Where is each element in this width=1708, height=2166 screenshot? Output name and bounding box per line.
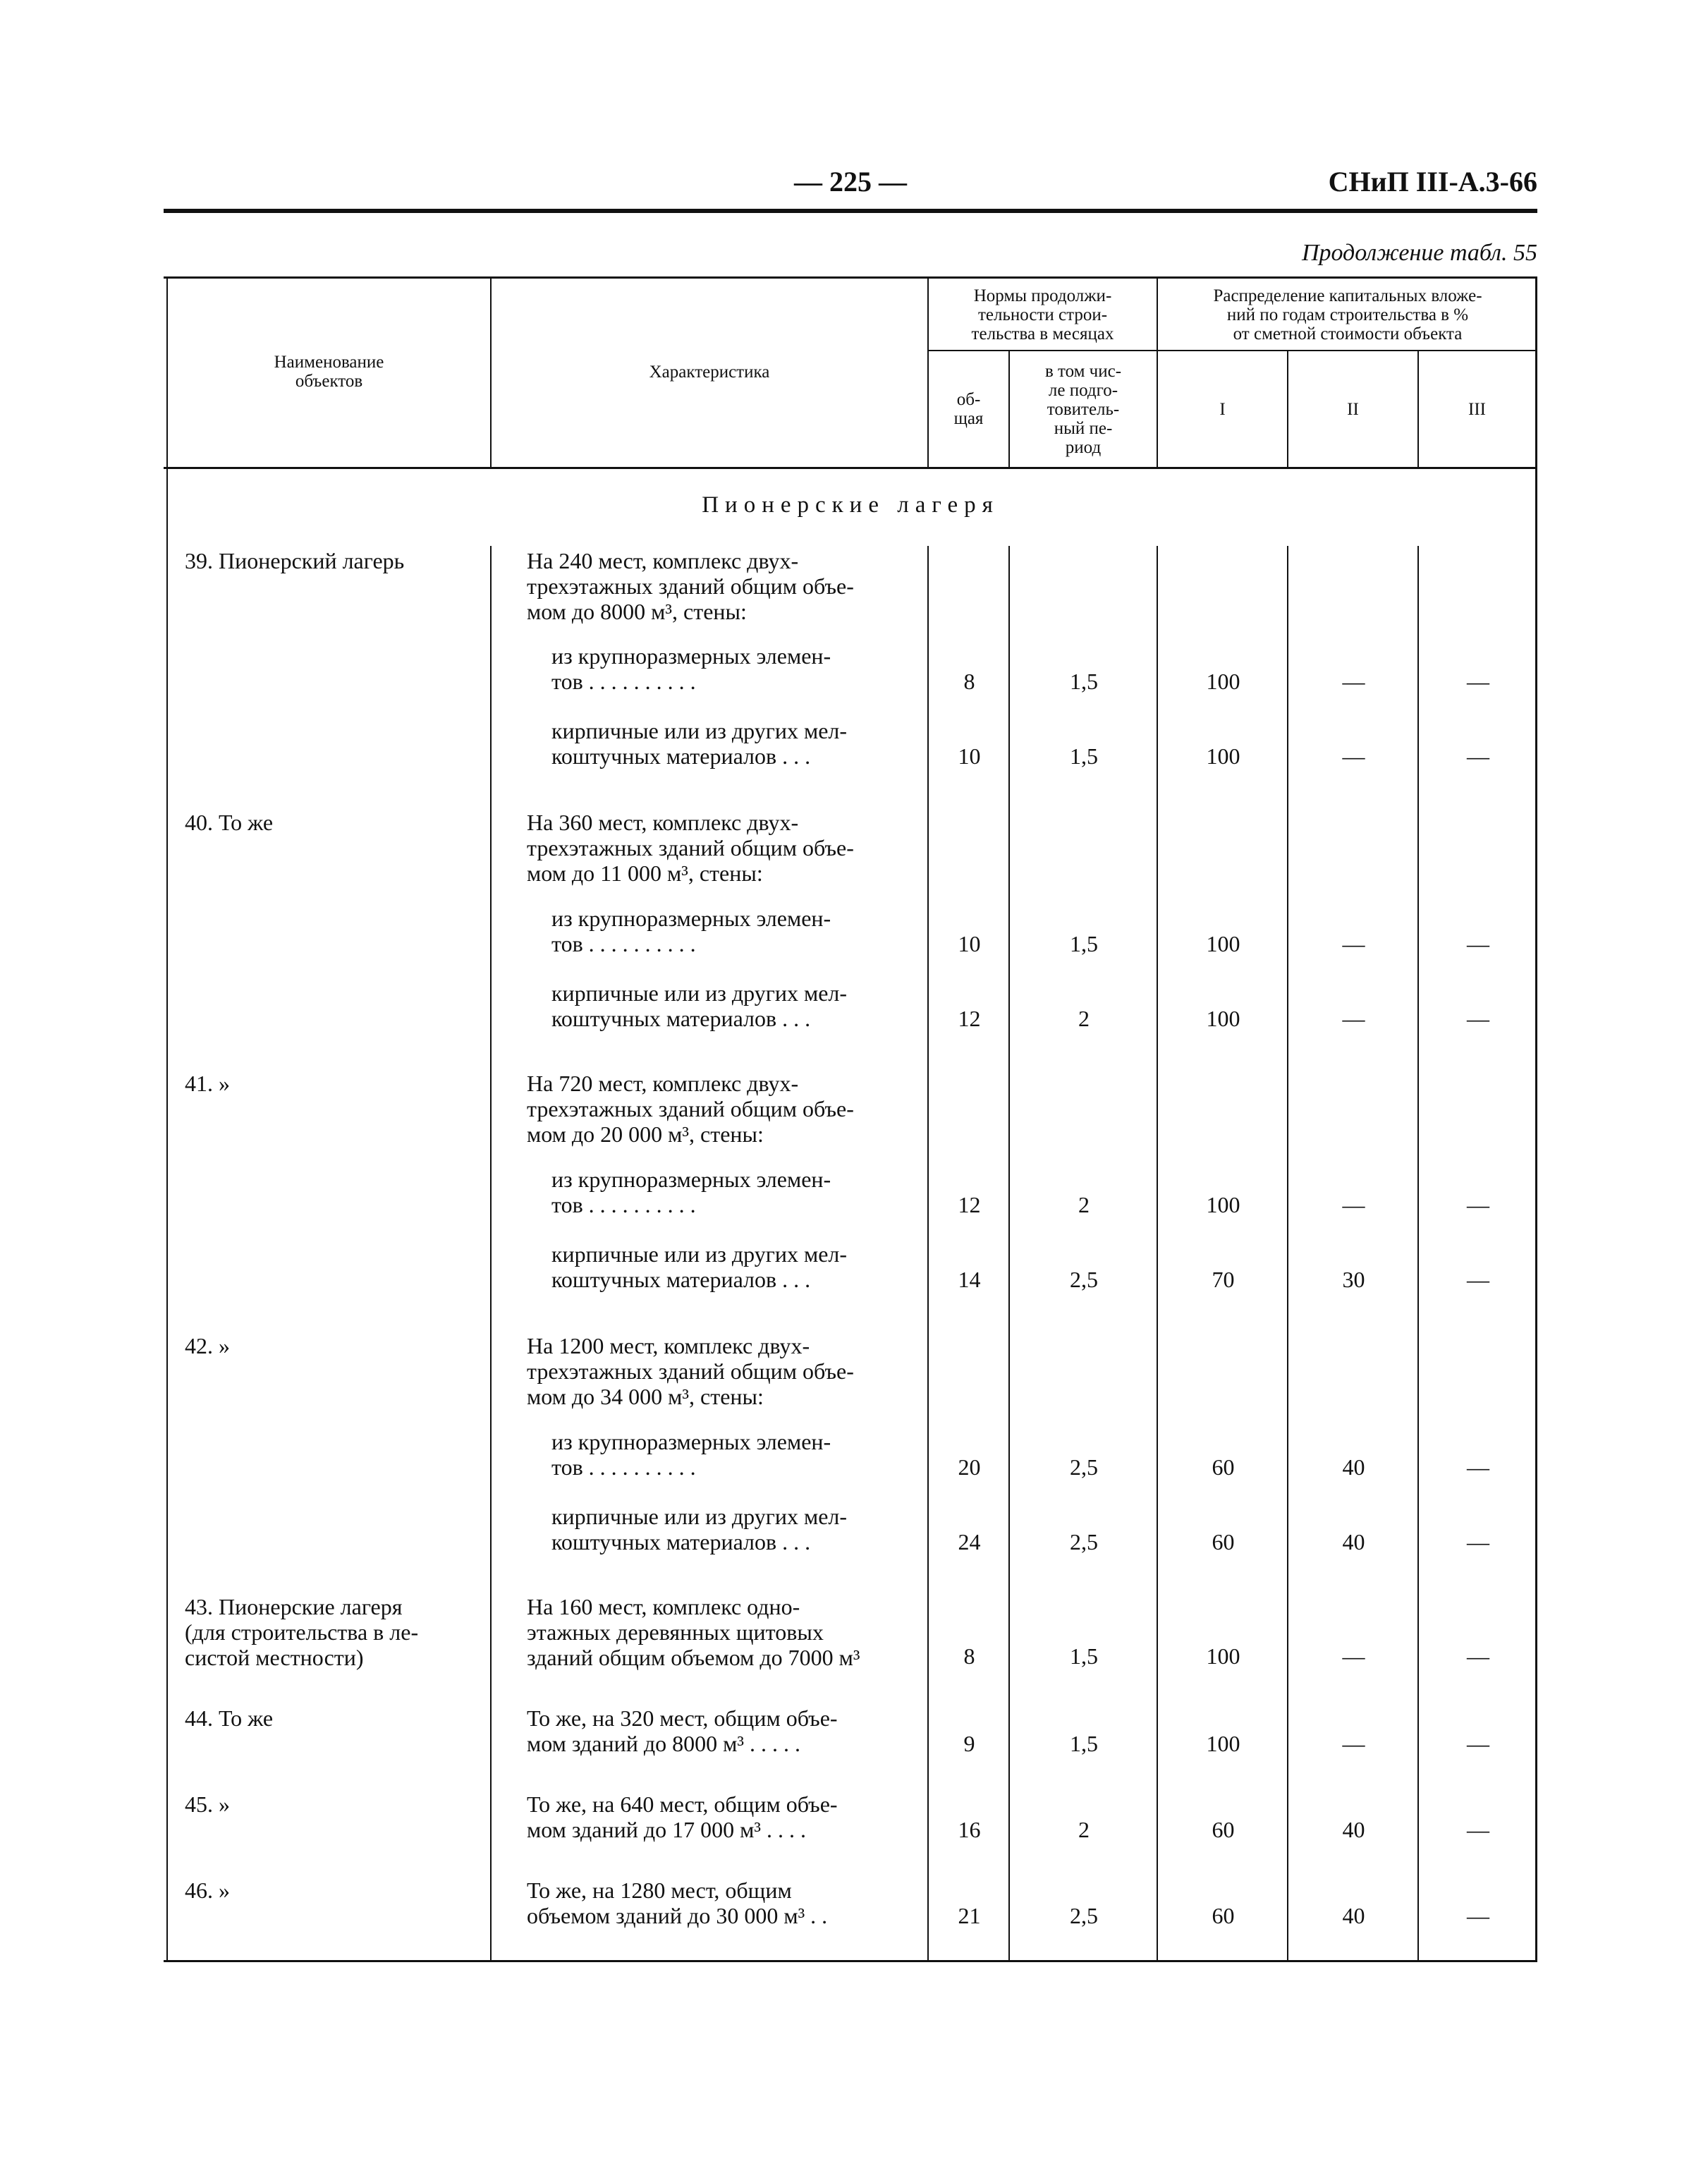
row-description: То же, на 320 мест, общим объе- мом зданий до 8000 м³ . . . . . xyxy=(527,1705,838,1756)
year-2-share: 40 xyxy=(1342,1529,1365,1554)
row-name: 45. » xyxy=(185,1791,230,1817)
year-3-share: — xyxy=(1467,1529,1489,1554)
year-3-share: — xyxy=(1467,669,1489,694)
header-year-2: II xyxy=(1347,399,1359,419)
header-rule xyxy=(164,209,1537,213)
duration-prep: 2 xyxy=(1078,1817,1090,1842)
duration-prep: 1,5 xyxy=(1070,1731,1098,1756)
year-3-share: — xyxy=(1467,743,1489,769)
duration-prep: 1,5 xyxy=(1070,1643,1098,1669)
row-name: 46. » xyxy=(185,1878,230,1903)
year-1-share: 60 xyxy=(1212,1454,1235,1480)
row-subitem: из крупноразмерных элемен- тов . . . . . . . . . . xyxy=(551,906,831,956)
year-1-share: 100 xyxy=(1206,669,1240,694)
construction-norms-table xyxy=(164,276,1537,1962)
row-subitem: кирпичные или из других мел- коштучных материалов . . . xyxy=(551,718,848,769)
header-distribution-group: Распределение капитальных вложе- ний по годам строительства в % от сметной стоимости объекта xyxy=(1213,286,1482,343)
year-1-share: 60 xyxy=(1212,1817,1235,1842)
header-total: об- щая xyxy=(953,390,984,428)
row-subitem: кирпичные или из других мел- коштучных материалов . . . xyxy=(551,1241,848,1292)
body-col-divider xyxy=(490,546,492,1960)
page-number: — 225 — xyxy=(794,166,907,197)
duration-prep: 2,5 xyxy=(1070,1454,1098,1480)
duration-total: 12 xyxy=(958,1192,981,1217)
year-3-share: — xyxy=(1467,1731,1489,1756)
year-2-share: 30 xyxy=(1342,1267,1365,1292)
duration-total: 16 xyxy=(958,1817,981,1842)
row-subitem: кирпичные или из других мел- коштучных материалов . . . xyxy=(551,980,848,1031)
year-1-share: 100 xyxy=(1206,1731,1240,1756)
row-name: 41. » xyxy=(185,1071,230,1096)
row-description: То же, на 1280 мест, общим объемом зданий до 30 000 м³ . . xyxy=(527,1878,828,1928)
row-description: На 160 мест, комплекс одно- этажных деревянных щитовых зданий общим объемом до 7000 м³ xyxy=(527,1594,860,1670)
row-description: На 720 мест, комплекс двух- трехэтажных зданий общим объе- мом до 20 000 м³, стены: xyxy=(527,1071,854,1147)
duration-prep: 2,5 xyxy=(1070,1529,1098,1554)
document-code: СНиП III-А.3-66 xyxy=(1328,166,1537,197)
section-title: Пионерские лагеря xyxy=(702,492,999,518)
year-1-share: 100 xyxy=(1206,1192,1240,1217)
duration-prep: 1,5 xyxy=(1070,743,1098,769)
year-3-share: — xyxy=(1467,1454,1489,1480)
year-2-share: — xyxy=(1342,1643,1365,1669)
header-characteristic: Характеристика xyxy=(649,362,770,382)
row-name: 42. » xyxy=(185,1333,230,1358)
year-2-share: — xyxy=(1342,931,1365,956)
row-name: 44. То же xyxy=(185,1705,274,1731)
row-subitem: из крупноразмерных элемен- тов . . . . . . . . . . xyxy=(551,643,831,694)
row-description: На 240 мест, комплекс двух- трехэтажных зданий общим объе- мом до 8000 м³, стены: xyxy=(527,548,854,624)
duration-total: 24 xyxy=(958,1529,981,1554)
year-3-share: — xyxy=(1467,931,1489,956)
header-bottom-rule xyxy=(164,467,1537,469)
year-1-share: 100 xyxy=(1206,743,1240,769)
header-year-3: III xyxy=(1468,399,1486,419)
year-3-share: — xyxy=(1467,1903,1489,1928)
row-name: 39. Пионерский лагерь xyxy=(185,548,405,573)
row-name: 40. То же xyxy=(185,810,274,835)
year-1-share: 70 xyxy=(1212,1267,1235,1292)
duration-total: 12 xyxy=(958,1006,981,1031)
year-2-share: — xyxy=(1342,1006,1365,1031)
header-duration-group: Нормы продолжи- тельности строи- тельства в месяцах xyxy=(971,286,1114,343)
duration-total: 20 xyxy=(958,1454,981,1480)
duration-total: 9 xyxy=(963,1731,975,1756)
row-subitem: кирпичные или из других мел- коштучных материалов . . . xyxy=(551,1504,848,1554)
year-3-share: — xyxy=(1467,1006,1489,1031)
duration-prep: 2 xyxy=(1078,1192,1090,1217)
table-continuation-label: Продолжение табл. 55 xyxy=(1301,240,1537,266)
duration-prep: 1,5 xyxy=(1070,669,1098,694)
duration-total: 8 xyxy=(963,669,975,694)
table-top-border xyxy=(164,276,1537,279)
table-right-border xyxy=(1535,276,1537,1962)
year-2-share: 40 xyxy=(1342,1454,1365,1480)
year-3-share: — xyxy=(1467,1643,1489,1669)
year-1-share: 60 xyxy=(1212,1903,1235,1928)
duration-total: 10 xyxy=(958,931,981,956)
duration-total: 10 xyxy=(958,743,981,769)
year-2-share: 40 xyxy=(1342,1817,1365,1842)
duration-prep: 2,5 xyxy=(1070,1903,1098,1928)
year-3-share: — xyxy=(1467,1817,1489,1842)
year-3-share: — xyxy=(1467,1192,1489,1217)
duration-prep: 2,5 xyxy=(1070,1267,1098,1292)
row-description: На 1200 мест, комплекс двух- трехэтажных зданий общим объе- мом до 34 000 м³, стены: xyxy=(527,1333,854,1409)
duration-total: 14 xyxy=(958,1267,981,1292)
year-1-share: 100 xyxy=(1206,1643,1240,1669)
header-name: Наименование объектов xyxy=(274,353,384,391)
header-year-1: I xyxy=(1219,399,1226,419)
year-1-share: 100 xyxy=(1206,1006,1240,1031)
year-2-share: — xyxy=(1342,1192,1365,1217)
year-2-share: — xyxy=(1342,743,1365,769)
row-subitem: из крупноразмерных элемен- тов . . . . . . . . . . xyxy=(551,1167,831,1217)
year-3-share: — xyxy=(1467,1267,1489,1292)
year-1-share: 60 xyxy=(1212,1529,1235,1554)
table-left-border xyxy=(166,276,168,1962)
duration-total: 21 xyxy=(958,1903,981,1928)
duration-prep: 1,5 xyxy=(1070,931,1098,956)
row-subitem: из крупноразмерных элемен- тов . . . . . . . . . . xyxy=(551,1429,831,1480)
duration-prep: 2 xyxy=(1078,1006,1090,1031)
year-2-share: 40 xyxy=(1342,1903,1365,1928)
page-header xyxy=(164,161,1537,217)
duration-total: 8 xyxy=(963,1643,975,1669)
year-2-share: — xyxy=(1342,669,1365,694)
row-description: То же, на 640 мест, общим объе- мом зданий до 17 000 м³ . . . . xyxy=(527,1791,838,1842)
row-name: 43. Пионерские лагеря (для строительства в ле- систой местности) xyxy=(185,1594,419,1670)
year-1-share: 100 xyxy=(1206,931,1240,956)
row-description: На 360 мест, комплекс двух- трехэтажных зданий общим объе- мом до 11 000 м³, стены: xyxy=(527,810,854,886)
header-prep: в том чис- ле подго- товитель- ный пе- риод xyxy=(1044,361,1122,457)
year-2-share: — xyxy=(1342,1731,1365,1756)
table-bottom-border xyxy=(164,1960,1537,1962)
